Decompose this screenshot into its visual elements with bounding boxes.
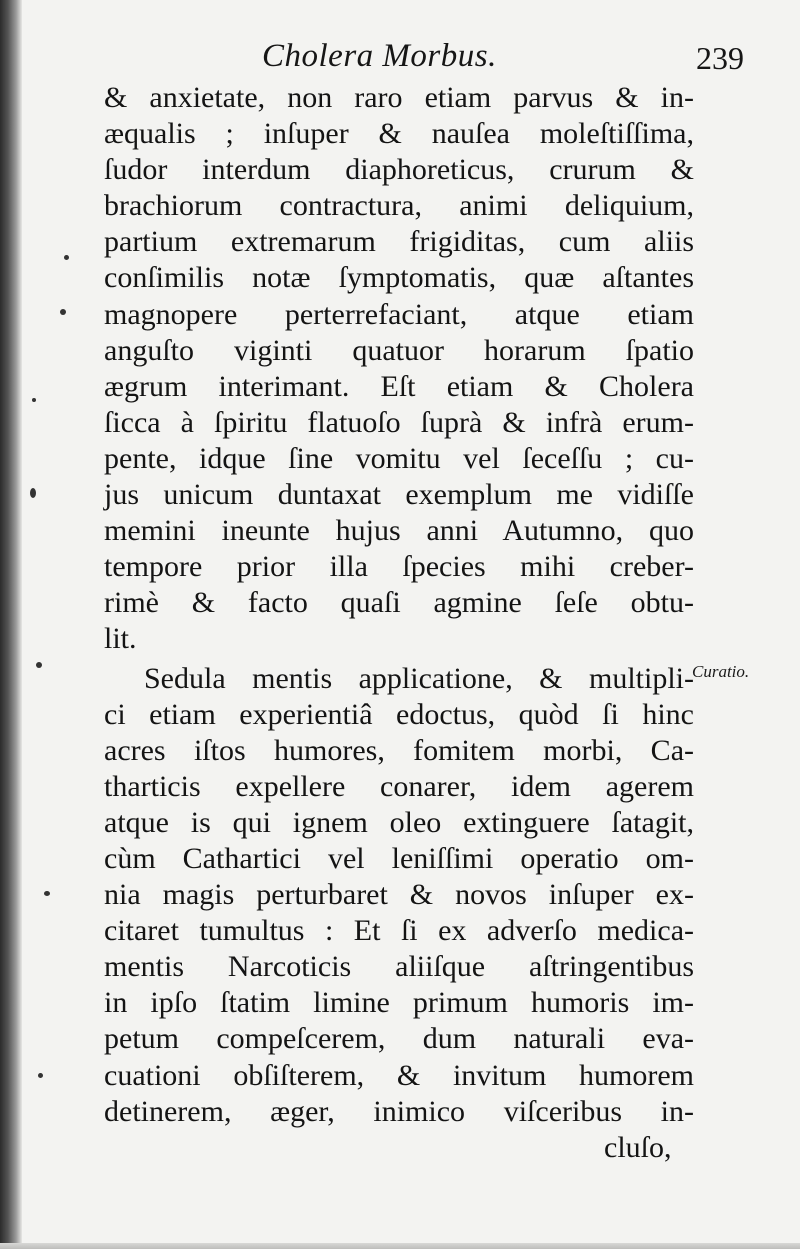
text-line: ci etiam experientiâ edoctus, quòd ſi hinc	[104, 697, 694, 731]
page-number: 239	[696, 40, 744, 76]
text-line: magnopere perterrefaciant, atque etiam	[104, 297, 694, 331]
text-line: jus unicum duntaxat exemplum me vidiſſe	[104, 478, 694, 512]
text-line: tharticis expellere conarer, idem agerem	[104, 769, 694, 803]
text-line: citaret tumultus : Et ſi ex adverſo medica-	[104, 914, 694, 948]
ink-speck	[30, 488, 36, 498]
binding-gutter	[0, 0, 22, 1249]
ink-speck	[32, 398, 36, 402]
ink-speck	[38, 1073, 43, 1078]
page-bottom-edge	[0, 1243, 800, 1249]
text-line: pente, idque ſine vomitu vel ſeceſſu ; cu-	[104, 441, 694, 475]
text-line: conſimilis notæ ſymptomatis, quæ aſtantes	[104, 261, 694, 295]
text-line: nia magis perturbaret & novos inſuper ex-	[104, 878, 694, 912]
text-line: detinerem, æger, inimico viſceribus in-	[104, 1094, 694, 1128]
text-line: lit.	[104, 622, 137, 656]
text-line: anguſto viginti quatuor horarum ſpatio	[104, 333, 694, 367]
text-line: ægrum interimant. Eſt etiam & Cholera	[104, 369, 694, 403]
text-line: brachiorum contractura, animi deliquium,	[104, 189, 694, 223]
text-line: Sedula mentis applicatione, & multipli-	[144, 661, 694, 695]
text-line: acres iſtos humores, fomitem morbi, Ca-	[104, 733, 694, 767]
text-line: & anxietate, non raro etiam parvus & in-	[104, 81, 694, 114]
text-line: atque is qui ignem oleo extinguere ſatagit,	[104, 805, 694, 839]
text-line: tempore prior illa ſpecies mihi creber-	[104, 550, 694, 584]
text-line: mentis Narcoticis aliiſque aſtringentibus	[104, 950, 694, 984]
body-text	[104, 80, 694, 1166]
text-line: rimè & facto quaſi agmine ſeſe obtu-	[104, 586, 694, 620]
text-line: cuationi obſiſterem, & invitum humorem	[104, 1058, 694, 1092]
text-line: memini ineunte hujus anni Autumno, quo	[104, 514, 694, 548]
text-line: æqualis ; inſuper & nauſea moleſtiſſima,	[104, 117, 694, 151]
margin-note: Curatio.	[692, 662, 750, 681]
text-line: cùm Cathartici vel leniſſimi operatio om-	[104, 841, 694, 875]
ink-speck	[36, 662, 42, 668]
text-line: cluſo,	[604, 1130, 672, 1164]
ink-speck	[64, 255, 69, 260]
running-title: Cholera Morbus.	[262, 38, 497, 74]
text-line: partium extremarum frigiditas, cum aliis	[104, 225, 694, 259]
text-line: in ipſo ſtatim limine primum humoris im-	[104, 986, 694, 1020]
text-line: petum compeſcerem, dum naturali eva-	[104, 1022, 694, 1056]
ink-speck	[60, 309, 66, 315]
ink-speck	[44, 891, 50, 896]
text-line: ſudor interdum diaphoreticus, crurum &	[104, 153, 694, 187]
text-line: ſicca à ſpiritu flatuoſo ſuprà & infrà erum-	[104, 405, 694, 439]
